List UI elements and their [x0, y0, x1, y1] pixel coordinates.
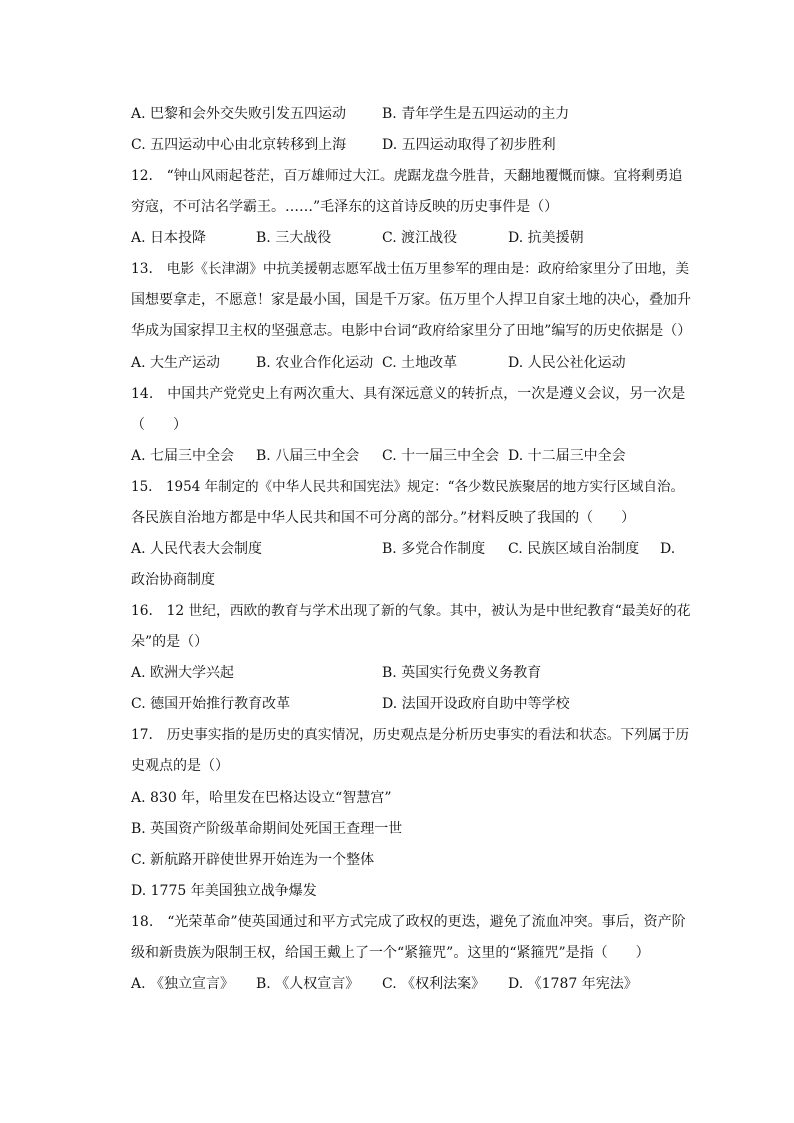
question-stem-line: 12. “钟山风雨起苍茫，百万雄师过大江。虎踞龙盘今胜昔，天翻地覆慨而慷。宜将剩勇追	[131, 168, 683, 184]
option-a[interactable]: A. 人民代表大会制度	[131, 541, 263, 557]
option-d[interactable]: D. 十二届三中全会	[508, 448, 626, 464]
question-stem-line: 16. 12 世纪，西欧的教育与学术出现了新的气象。其中，被认为是中世纪教育“最美好的花	[131, 603, 691, 619]
option-d[interactable]: D. 《1787 年宪法》	[508, 976, 638, 992]
option-a[interactable]: A. 830 年，哈里发在巴格达设立“智慧宫”	[131, 790, 392, 806]
option-c[interactable]: C. 民族区域自治制度	[508, 541, 640, 557]
question-stem-line: 15. 1954 年制定的《中华人民共和国宪法》规定：“各少数民族聚居的地方实行区域自治。	[131, 479, 685, 495]
question-stem-line: 史观点的是（）	[131, 758, 229, 774]
question-stem-line: （ ）	[131, 417, 187, 433]
question-stem-line: 华成为国家捍卫主权的坚强意志。电影中台词“政府给家里分了田地”编写的历史依据是（）	[131, 323, 692, 339]
option-a[interactable]: A. 大生产运动	[131, 355, 221, 371]
question-stem-line: 朵”的是（）	[131, 634, 209, 650]
option-b[interactable]: B. 青年学生是五四运动的主力	[382, 106, 570, 122]
question-stem-line: 13. 电影《长津湖》中抗美援朝志愿军战士伍万里参军的理由是：政府给家里分了田地，美	[131, 261, 690, 277]
option-b[interactable]: B. 英国资产阶级革命期间处死国王查理一世	[131, 821, 403, 837]
option-b[interactable]: B. 农业合作化运动	[256, 355, 374, 371]
option-c[interactable]: C. 五四运动中心由北京转移到上海	[131, 137, 347, 153]
option-c[interactable]: C. 十一届三中全会	[382, 448, 500, 464]
option-d[interactable]: D. 五四运动取得了初步胜利	[382, 137, 556, 153]
option-a[interactable]: A. 《独立宣言》	[131, 976, 235, 992]
question-stem-line: 穷寇，不可沽名学霸王。……”毛泽东的这首诗反映的历史事件是（）	[131, 199, 559, 215]
option-d[interactable]: D. 法国开设政府自助中等学校	[382, 696, 570, 712]
option-c[interactable]: C. 渡江战役	[382, 230, 458, 246]
option-c[interactable]: C. 新航路开辟使世界开始连为一个整体	[131, 852, 375, 868]
question-stem-line: 17. 历史事实指的是历史的真实情况，历史观点是分析历史事实的看法和状态。下列属于历	[131, 727, 690, 743]
option-d[interactable]: D. 1775 年美国独立战争爆发	[131, 883, 317, 899]
question-stem-line: 级和新贵族为限制王权，给国王戴上了一个“紧箍咒”。这里的“紧箍咒”是指（ ）	[131, 945, 650, 961]
option-b[interactable]: B. 《人权宣言》	[256, 976, 360, 992]
question-stem-line: 国想要拿走，不愿意！家是最小国，国是千万家。伍万里个人捍卫自家土地的决心，叠加升	[131, 292, 691, 308]
option-b[interactable]: B. 多党合作制度	[382, 541, 486, 557]
option-b[interactable]: B. 三大战役	[256, 230, 332, 246]
option-b[interactable]: B. 八届三中全会	[256, 448, 360, 464]
option-a[interactable]: A. 欧洲大学兴起	[131, 665, 235, 681]
option-d-text[interactable]: 政治协商制度	[131, 572, 215, 588]
option-a[interactable]: A. 日本投降	[131, 230, 207, 246]
question-stem-line: 14. 中国共产党党史上有两次重大、具有深远意义的转折点，一次是遵义会议，另一次是	[131, 386, 686, 402]
option-d[interactable]: D.	[660, 541, 676, 557]
option-d[interactable]: D. 抗美援朝	[508, 230, 584, 246]
option-b[interactable]: B. 英国实行免费义务教育	[382, 665, 542, 681]
option-c[interactable]: C. 《权利法案》	[382, 976, 486, 992]
option-c[interactable]: C. 土地改革	[382, 355, 458, 371]
option-a[interactable]: A. 巴黎和会外交失败引发五四运动	[131, 106, 347, 122]
option-d[interactable]: D. 人民公社化运动	[508, 355, 626, 371]
option-c[interactable]: C. 德国开始推行教育改革	[131, 696, 291, 712]
question-stem-line: 各民族自治地方都是中华人民共和国不可分离的部分。”材料反映了我国的（ ）	[131, 510, 636, 526]
question-stem-line: 18. “光荣革命”使英国通过和平方式完成了政权的更迭，避免了流血冲突。事后，资产阶	[131, 914, 686, 930]
option-a[interactable]: A. 七届三中全会	[131, 448, 235, 464]
